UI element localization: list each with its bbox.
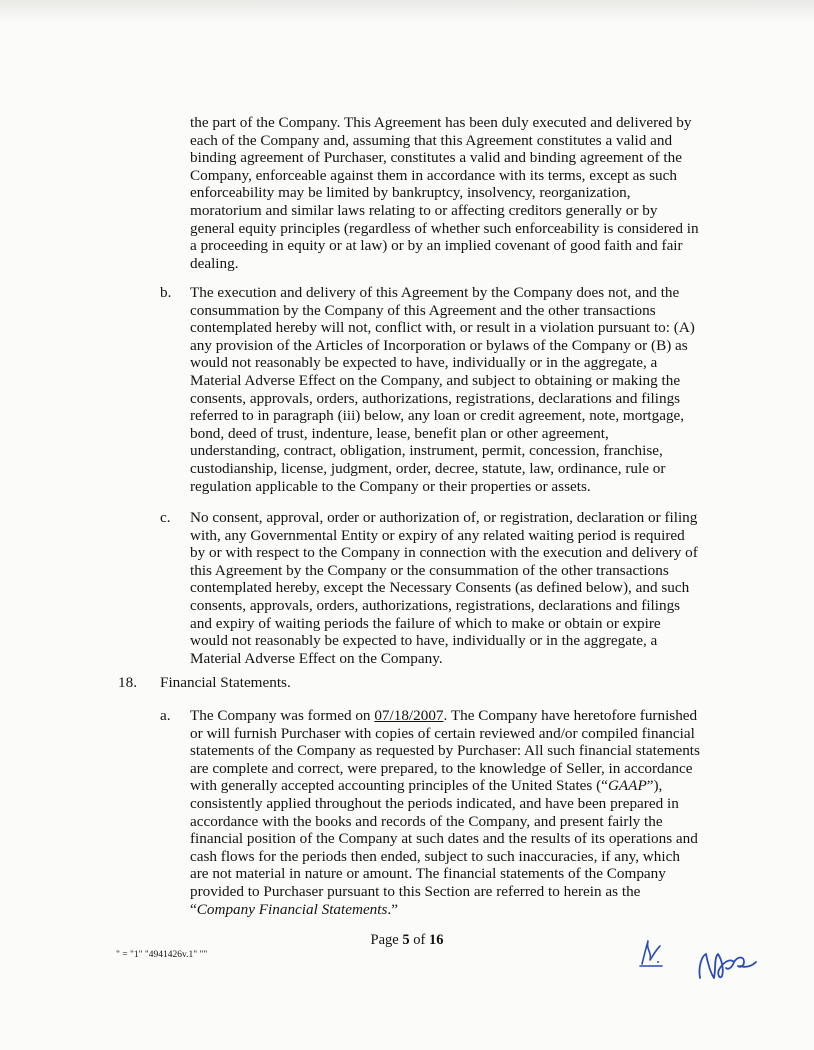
document-id: " = "1" "4941426v.1" "" [116, 950, 208, 960]
initials-signature-2 [694, 944, 760, 986]
page-total: 16 [428, 932, 444, 948]
item-a-text-2: . The Company have heretofore furnished or will furnish Purchaser with copies of certain reviewed and/or compiled financial statements of the Company as requested by Purchaser: All such financial statements are complete and correct, were prepared, to the knowledge of Seller, in accordance with generally accepted accounting principles of the United States (“ [190, 707, 700, 795]
item-c-letter: c. [160, 509, 171, 526]
item-b-letter: b. [160, 284, 172, 301]
item-a-text-4: .” [387, 900, 398, 918]
page-of: of [409, 932, 429, 948]
formation-date: 07/18/2007 [374, 707, 444, 724]
item-b-text: The execution and delivery of this Agreement by the Company does not, and the consummation by the Company of this Agreement and the other transactions contemplated hereby will not, conflict with, or result in a violation pursuant to: (A) any provision of the Articles of Incorporation or bylaws of the Company or (B) as would not reasonably be expected to have, individually or in the aggregate, a Material Adverse Effect on the Company, and subject to obtaining or making the consents, approvals, orders, authorizations, registrations, declarations and filings referred to in paragraph (iii) below, any loan or credit agreement, note, mortgage, bond, deed of trust, indenture, lease, benefit plan or other agreement, understanding, contract, obligation, instrument, permit, concession, franchise, custodianship, license, judgment, order, decree, statute, law, ordinance, rule or regulation applicable to the Company or their properties or assets. [190, 284, 695, 495]
page-current: 5 [402, 932, 410, 948]
section-number: 18. [118, 674, 137, 691]
item-a-text-1: The Company was formed on [190, 707, 375, 724]
item-a-letter: a. [160, 707, 171, 724]
gaap-term: GAAP [607, 777, 647, 795]
paragraph-intro: the part of the Company. This Agreement has been duly executed and delivered by each of the Company and, assuming that this Agreement constitutes a valid and binding agreement of Purchaser, constitutes a valid and binding agreement of the Company, enforceable against them in accordance with its terms, except as such enforceability may be limited by bankruptcy, insolvency, reorganization, moratorium and similar laws relating to or affecting creditors generally or by general equity principles (regardless of whether such enforceability is considered in a proceeding in equity or at law) or by an implied covenant of good faith and fair dealing. [190, 114, 699, 272]
page-number [0, 932, 814, 949]
company-financial-statements-term: Company Financial Statements [196, 900, 388, 918]
scan-edge-shadow [0, 0, 814, 22]
item-c-text: No consent, approval, order or authorization of, or registration, declaration or filing with, any Governmental Entity or expiry of any related waiting period is required by or with respect to the Company in connection with the execution and delivery of this Agreement by the Company or the consummation of the other transactions contemplated hereby, except the Necessary Consents (as defined below), and such consents, approvals, orders, authorizations, registrations, declarations and filings and expiry of waiting periods the failure of which to make or obtain or expire would not reasonably be expected to have, individually or in the aggregate, a Material Adverse Effect on the Company. [190, 509, 698, 667]
item-a-text-3: ”), consistently applied throughout the periods indicated, and have been prepared in accordance with the books and records of the Company, and present fairly the financial position of the Company at such dates and the results of its operations and cash flows for the periods then ended, subject to such inaccuracies, if any, which are not material in nature or amount. The financial statements of the Company provided to Purchaser pursuant to this Section are referred to herein as the “ [190, 777, 698, 918]
initials-signature-1 [634, 936, 668, 970]
item-a-text [190, 707, 702, 918]
page-word: Page [370, 932, 403, 948]
section-title: Financial Statements. [160, 674, 291, 691]
